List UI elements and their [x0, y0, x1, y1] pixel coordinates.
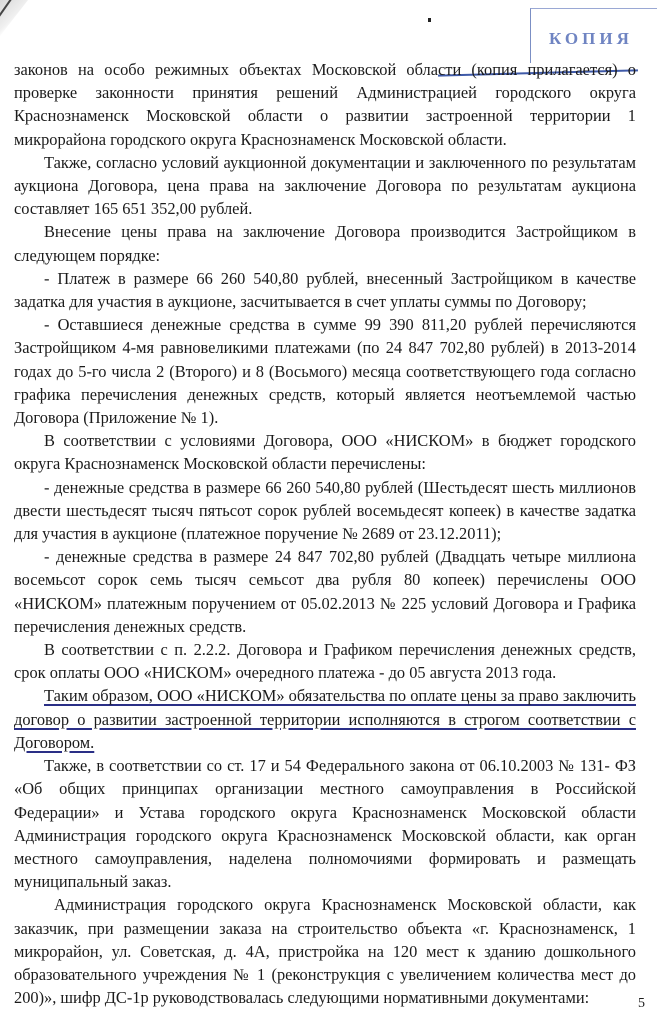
paragraph: Внесение цены права на заключение Договора производится Застройщиком в следующем порядке:	[14, 222, 636, 265]
list-item-paragraph: - Платеж в размере 66 260 540,80 рублей, внесенный Застройщиком в качестве задатка для участия в аукционе, засчитывается в счет уплаты суммы по Договору;	[14, 268, 636, 312]
copy-stamp-label: КОПИЯ	[549, 29, 633, 48]
paragraph: Также, в соответствии со ст. 17 и 54 Федерального закона от 06.10.2003 № 131- ФЗ «Об общих принципах организации местного самоуправления в Российской Федерации» и Устава городского округа Краснознаменск Московской области Администрация городского округа Краснознаменск Московской области, как орган местного самоуправления, наделена полномочиями формировать и размещать муниципальный заказ.	[14, 756, 636, 892]
document-body	[14, 58, 636, 1009]
page-number: 5	[638, 996, 645, 1011]
handwritten-underline-text: Таким образом, ООО «НИСКОМ» обязательства по оплате цены за право заключить договор о развитии застроенной территории исполняются в строгом соответствии с Договором.	[14, 686, 636, 752]
speck-mark	[428, 18, 431, 22]
list-item-paragraph: - денежные средства в размере 66 260 540,80 рублей (Шестьдесят шесть миллионов двести шестьдесят тысяч пятьсот сорок рублей восемьдесят копеек) в качестве задатка для участия в аукционе (платежное поручение № 2689 от 23.12.2011);	[14, 477, 636, 544]
list-item-paragraph: - денежные средства в размере 24 847 702,80 рублей (Двадцать четыре миллиона восемьсот сорок семь тысяч семьсот два рубля 80 копеек) перечислены ООО «НИСКОМ» платежным поручением от 05.02.2013 № 225 условий Договора и Графика перечисления денежных средств.	[14, 547, 636, 636]
paragraph: законов на особо режимных объектах Московской области (копия прилагается) о проверке законности принятия решений Администрацией городского округа Краснознаменск Московской области о развитии застроенной территории 1 микрорайона городского округа Краснознаменск Московской области.	[14, 60, 636, 149]
list-item-paragraph: - Оставшиеся денежные средства в сумме 99 390 811,20 рублей перечисляются Застройщиком 4-мя равновеликими платежами (по 24 847 702,80 рублей) в 2013-2014 годах до 5-го числа 2 (Второго) и 8 (Восьмого) месяца соответствующего года согласно графика перечисления денежных средств, который является неотъемлемой частью Договора (Приложение № 1).	[14, 315, 636, 428]
paragraph: Администрация городского округа Краснознаменск Московской области, как заказчик, при размещении заказа на строительство объекта «г. Краснознаменск, 1 микрорайон, ул. Советская, д. 4А, пристройка на 120 мест к зданию дошкольного образовательного учреждения № 1 (реконструкция с увеличением количества мест до 200)», шифр ДС-1р руководствовалась следующими нормативными документами:	[14, 895, 636, 1008]
paragraph: В соответствии с п. 2.2.2. Договора и Графиком перечисления денежных средств, срок оплаты ООО «НИСКОМ» очередного платежа - до 05 августа 2013 года.	[14, 640, 636, 683]
copy-stamp	[530, 8, 657, 63]
paragraph: Также, согласно условий аукционной документации и заключенного по результатам аукциона Договора, цена права на заключение Договора по результатам аукциона составляет 165 651 352,00 рублей.	[14, 152, 636, 219]
underlined-paragraph	[14, 684, 636, 754]
paragraph: В соответствии с условиями Договора, ООО «НИСКОМ» в бюджет городского округа Краснознаменск Московской области перечислены:	[14, 431, 636, 474]
